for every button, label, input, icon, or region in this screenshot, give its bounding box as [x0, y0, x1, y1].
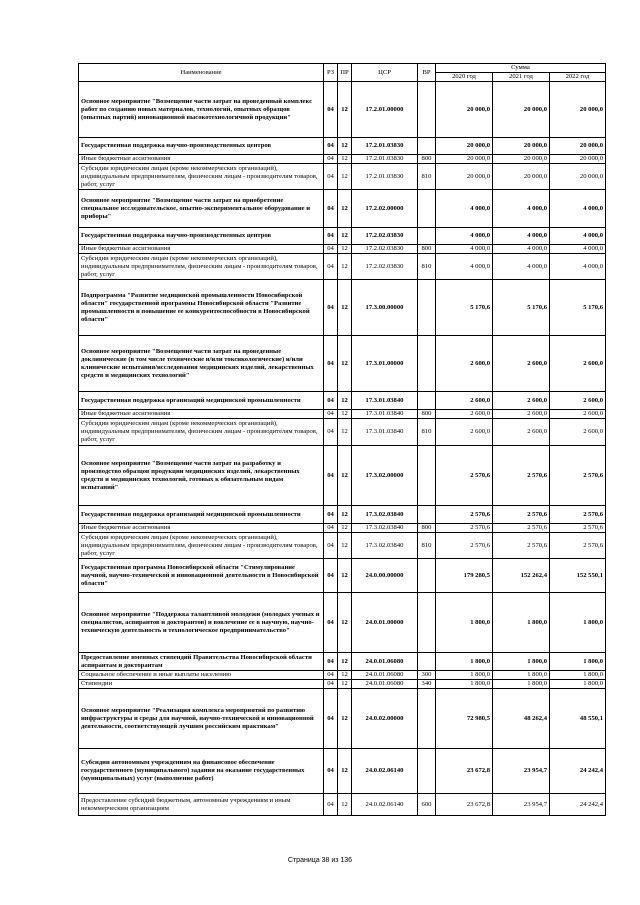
table-row: [79, 392, 606, 410]
header-2022: 2022 год: [550, 73, 606, 82]
row-name: Основное мероприятие "Поддержка талантливой молодежи (молодых ученых и специалистов, аспирантов и докторантов) и вовлечение ее в научную, научно-техническую деятельность и технологическое предпринимательство": [79, 593, 324, 653]
row-value-2020: 4 000,0: [436, 190, 493, 228]
row-value-2021: 4 000,0: [493, 228, 550, 245]
row-pr: 12: [338, 392, 352, 410]
row-csr: 24.0.01.00000: [352, 593, 418, 653]
row-value-2022: 1 800,0: [550, 671, 606, 680]
row-value-2022: 2 600,0: [550, 392, 606, 410]
row-rz: 04: [324, 533, 338, 559]
row-rz: 04: [324, 410, 338, 419]
row-csr: 17.2.02.00000: [352, 190, 418, 228]
row-rz: 04: [324, 653, 338, 671]
row-rz: 04: [324, 392, 338, 410]
header-rz: РЗ: [324, 64, 338, 82]
row-value-2020: 1 800,0: [436, 680, 493, 689]
row-value-2021: 20 000,0: [493, 138, 550, 155]
header-name: Наименование: [79, 64, 324, 82]
row-pr: 12: [338, 506, 352, 524]
row-pr: 12: [338, 82, 352, 138]
row-rz: 04: [324, 254, 338, 280]
row-pr: 12: [338, 336, 352, 392]
row-vr: 800: [418, 410, 436, 419]
row-value-2020: 4 000,0: [436, 228, 493, 245]
row-name: Государственная поддержка научно-производственных центров: [79, 138, 324, 155]
row-pr: 12: [338, 446, 352, 506]
row-name: Иные бюджетные ассигнования: [79, 245, 324, 254]
row-value-2021: 23 954,7: [493, 749, 550, 794]
row-vr: [418, 190, 436, 228]
row-value-2022: 24 242,4: [550, 749, 606, 794]
row-value-2020: 2 570,6: [436, 506, 493, 524]
row-value-2022: 2 570,6: [550, 524, 606, 533]
row-pr: 12: [338, 164, 352, 190]
table-row: [79, 749, 606, 794]
row-value-2022: 20 000,0: [550, 82, 606, 138]
table-row: [79, 653, 606, 671]
row-csr: 17.3.02.03840: [352, 506, 418, 524]
row-name: Основное мероприятие "Возмещение части затрат на разработку и производство образцов продукции медицинских изделий, лекарственных средств и медицинских технологий, готовых к обязательным видам испытаний": [79, 446, 324, 506]
row-value-2020: 179 280,5: [436, 559, 493, 593]
row-value-2022: 20 000,0: [550, 155, 606, 164]
row-name: Основное мероприятие "Возмещение части затрат на приобретение специальное исследовательское, опытно-экспериментальное оборудование и приборы": [79, 190, 324, 228]
row-rz: 04: [324, 280, 338, 336]
row-name: Социальное обеспечение и иные выплаты населению: [79, 671, 324, 680]
row-value-2021: 2 570,6: [493, 506, 550, 524]
header-csr: ЦСР: [352, 64, 418, 82]
row-csr: 24.0.01.06080: [352, 671, 418, 680]
row-value-2022: 2 600,0: [550, 419, 606, 446]
row-value-2021: 4 000,0: [493, 254, 550, 280]
row-vr: [418, 689, 436, 749]
row-vr: [418, 336, 436, 392]
row-value-2020: 2 570,6: [436, 446, 493, 506]
row-vr: [418, 82, 436, 138]
row-vr: 600: [418, 794, 436, 816]
header-pr: ПР: [338, 64, 352, 82]
row-value-2022: 24 242,4: [550, 794, 606, 816]
budget-table-container: [78, 63, 605, 816]
table-row: [79, 164, 606, 190]
table-row: [79, 680, 606, 689]
row-value-2022: 4 000,0: [550, 254, 606, 280]
row-csr: 17.3.02.00000: [352, 446, 418, 506]
row-csr: 17.3.02.03840: [352, 524, 418, 533]
row-name: Подпрограмма "Развитие медицинской промышленности Новосибирской области" государственной программы Новосибирской области "Развитие промышленности и повышение ее конкурентоспособности в Новосибирской области": [79, 280, 324, 336]
row-value-2021: 5 170,6: [493, 280, 550, 336]
row-name: Иные бюджетные ассигнования: [79, 155, 324, 164]
row-pr: 12: [338, 680, 352, 689]
row-value-2020: 1 800,0: [436, 671, 493, 680]
table-row: [79, 419, 606, 446]
row-value-2022: 20 000,0: [550, 164, 606, 190]
row-rz: 04: [324, 82, 338, 138]
row-vr: 810: [418, 533, 436, 559]
row-value-2022: 4 000,0: [550, 245, 606, 254]
row-value-2021: 2 600,0: [493, 419, 550, 446]
row-vr: [418, 559, 436, 593]
row-value-2021: 2 600,0: [493, 336, 550, 392]
table-row: [79, 524, 606, 533]
row-rz: 04: [324, 190, 338, 228]
row-csr: 24.0.00.00000: [352, 559, 418, 593]
row-name: Государственная поддержка организаций медицинской промышленности: [79, 506, 324, 524]
row-name: Стипендии: [79, 680, 324, 689]
row-rz: 04: [324, 155, 338, 164]
row-vr: [418, 506, 436, 524]
row-rz: 04: [324, 524, 338, 533]
row-value-2020: 2 600,0: [436, 336, 493, 392]
row-value-2021: 23 954,7: [493, 794, 550, 816]
row-name: Государственная поддержка организаций медицинской промышленности: [79, 392, 324, 410]
row-value-2021: 1 800,0: [493, 671, 550, 680]
row-csr: 24.0.02.00000: [352, 689, 418, 749]
row-value-2020: 20 000,0: [436, 82, 493, 138]
row-name: Субсидии юридическим лицам (кроме некоммерческих организаций), индивидуальным предпринимателям, физическим лицам - производителям товаров, работ, услуг: [79, 419, 324, 446]
row-value-2022: 2 600,0: [550, 336, 606, 392]
row-vr: 810: [418, 254, 436, 280]
table-body: [79, 82, 606, 816]
row-value-2020: 20 000,0: [436, 164, 493, 190]
row-csr: 24.0.01.06080: [352, 680, 418, 689]
row-pr: 12: [338, 190, 352, 228]
row-pr: 12: [338, 794, 352, 816]
table-row: [79, 671, 606, 680]
row-csr: 17.3.01.03840: [352, 392, 418, 410]
row-csr: 17.3.00.00000: [352, 280, 418, 336]
table-row: [79, 410, 606, 419]
row-value-2021: 1 800,0: [493, 680, 550, 689]
row-vr: [418, 280, 436, 336]
row-pr: 12: [338, 689, 352, 749]
row-value-2022: 2 570,6: [550, 506, 606, 524]
row-csr: 17.2.02.03830: [352, 254, 418, 280]
row-pr: 12: [338, 138, 352, 155]
row-csr: 17.3.01.00000: [352, 336, 418, 392]
row-value-2021: 1 800,0: [493, 653, 550, 671]
table-row: [79, 190, 606, 228]
row-rz: 04: [324, 336, 338, 392]
row-vr: 810: [418, 164, 436, 190]
row-value-2021: 4 000,0: [493, 190, 550, 228]
row-rz: 04: [324, 245, 338, 254]
table-row: [79, 138, 606, 155]
row-vr: 810: [418, 419, 436, 446]
row-csr: 17.2.02.03830: [352, 228, 418, 245]
row-value-2022: 2 570,6: [550, 446, 606, 506]
row-value-2020: 1 800,0: [436, 653, 493, 671]
row-rz: 04: [324, 593, 338, 653]
row-name: Государственная программа Новосибирской области "Стимулирование научной, научно-технической и инновационной деятельности в Новосибирской области": [79, 559, 324, 593]
row-vr: 800: [418, 524, 436, 533]
table-row: [79, 593, 606, 653]
row-vr: [418, 749, 436, 794]
row-name: Субсидии юридическим лицам (кроме некоммерческих организаций), индивидуальным предпринимателям, физическим лицам - производителям товаров, работ, услуг: [79, 533, 324, 559]
row-value-2020: 2 600,0: [436, 419, 493, 446]
row-value-2020: 20 000,0: [436, 155, 493, 164]
row-value-2021: 2 600,0: [493, 410, 550, 419]
row-rz: 04: [324, 794, 338, 816]
row-value-2021: 2 570,6: [493, 446, 550, 506]
row-vr: [418, 138, 436, 155]
row-pr: 12: [338, 228, 352, 245]
header-2021: 2021 год: [493, 73, 550, 82]
row-csr: 24.0.02.06140: [352, 749, 418, 794]
row-pr: 12: [338, 653, 352, 671]
row-rz: 04: [324, 671, 338, 680]
row-csr: 17.3.01.03840: [352, 410, 418, 419]
row-vr: [418, 593, 436, 653]
row-rz: 04: [324, 138, 338, 155]
table-row: [79, 82, 606, 138]
row-vr: 300: [418, 671, 436, 680]
row-value-2021: 20 000,0: [493, 82, 550, 138]
row-value-2020: 5 170,6: [436, 280, 493, 336]
row-pr: 12: [338, 749, 352, 794]
row-name: Иные бюджетные ассигнования: [79, 524, 324, 533]
row-csr: 17.2.01.03830: [352, 155, 418, 164]
row-value-2022: 4 000,0: [550, 190, 606, 228]
row-pr: 12: [338, 245, 352, 254]
row-value-2021: 2 570,6: [493, 524, 550, 533]
row-vr: 800: [418, 245, 436, 254]
header-vr: ВР: [418, 64, 436, 82]
row-pr: 12: [338, 671, 352, 680]
row-value-2022: 2 600,0: [550, 410, 606, 419]
row-vr: [418, 446, 436, 506]
row-rz: 04: [324, 749, 338, 794]
row-value-2022: 2 570,6: [550, 533, 606, 559]
table-row: [79, 336, 606, 392]
row-pr: 12: [338, 254, 352, 280]
row-name: Субсидии автономным учреждениям на финансовое обеспечение государственного (муниципального) задания на оказание государственных (муниципальных) услуг (выполнение работ): [79, 749, 324, 794]
row-name: Государственная поддержка научно-производственных центров: [79, 228, 324, 245]
row-value-2020: 2 570,6: [436, 524, 493, 533]
row-value-2020: 20 000,0: [436, 138, 493, 155]
row-value-2020: 2 600,0: [436, 392, 493, 410]
table-row: [79, 155, 606, 164]
row-name: Субсидии юридическим лицам (кроме некоммерческих организаций), индивидуальным предпринимателям, физическим лицам - производителям товаров, работ, услуг: [79, 254, 324, 280]
row-value-2021: 20 000,0: [493, 155, 550, 164]
row-pr: 12: [338, 155, 352, 164]
row-value-2022: 5 170,6: [550, 280, 606, 336]
table-row: [79, 559, 606, 593]
row-name: Иные бюджетные ассигнования: [79, 410, 324, 419]
header-sum: Сумма: [436, 64, 606, 73]
row-name: Основное мероприятие "Возмещение части затрат на проведенные доклинические (в том числе технические и/или токсикологические) и/или клинические испытания/исследования медицинских изделий, лекарственных средств и медицинских технологий": [79, 336, 324, 392]
table-row: [79, 228, 606, 245]
row-rz: 04: [324, 446, 338, 506]
table-row: [79, 794, 606, 816]
row-csr: 24.0.02.06140: [352, 794, 418, 816]
row-value-2022: 1 800,0: [550, 653, 606, 671]
row-value-2022: 152 550,1: [550, 559, 606, 593]
row-value-2021: 2 600,0: [493, 392, 550, 410]
row-rz: 04: [324, 228, 338, 245]
row-csr: 17.2.01.03830: [352, 164, 418, 190]
row-value-2021: 4 000,0: [493, 245, 550, 254]
table-row: [79, 245, 606, 254]
row-value-2021: 48 262,4: [493, 689, 550, 749]
row-value-2020: 72 980,5: [436, 689, 493, 749]
row-vr: [418, 392, 436, 410]
row-value-2020: 23 672,8: [436, 749, 493, 794]
row-rz: 04: [324, 680, 338, 689]
row-value-2021: 20 000,0: [493, 164, 550, 190]
row-rz: 04: [324, 164, 338, 190]
row-value-2020: 4 000,0: [436, 254, 493, 280]
row-csr: 17.2.01.00000: [352, 82, 418, 138]
table-row: [79, 533, 606, 559]
row-name: Предоставление именных стипендий Правительства Новосибирской области аспирантам и докторантам: [79, 653, 324, 671]
row-pr: 12: [338, 533, 352, 559]
table-row: [79, 689, 606, 749]
row-vr: 340: [418, 680, 436, 689]
row-name: Основное мероприятие "Возмещение части затрат на проведенный комплекс работ по созданию новых материалов, технологий, опытных образцов (опытных партий) инновационной высокотехнологичной продукции": [79, 82, 324, 138]
row-pr: 12: [338, 410, 352, 419]
row-rz: 04: [324, 689, 338, 749]
row-value-2020: 4 000,0: [436, 245, 493, 254]
row-csr: 17.3.01.03840: [352, 419, 418, 446]
table-row: [79, 506, 606, 524]
row-name: Основное мероприятие "Реализация комплекса мероприятий по развитию инфраструктуры и среды для научной, научно-технической и инновационной деятельности, соответствующей лучшим российским практикам": [79, 689, 324, 749]
row-value-2021: 2 570,6: [493, 533, 550, 559]
row-value-2022: 1 800,0: [550, 593, 606, 653]
table-row: [79, 254, 606, 280]
row-csr: 17.3.02.03840: [352, 533, 418, 559]
row-vr: 800: [418, 155, 436, 164]
row-pr: 12: [338, 280, 352, 336]
row-csr: 17.2.01.03830: [352, 138, 418, 155]
row-name: Предоставление субсидий бюджетным, автономным учреждениям и иным некоммерческим организациям: [79, 794, 324, 816]
row-value-2022: 48 550,1: [550, 689, 606, 749]
table-row: [79, 446, 606, 506]
row-csr: 17.2.02.03830: [352, 245, 418, 254]
row-name: Субсидии юридическим лицам (кроме некоммерческих организаций), индивидуальным предпринимателям, физическим лицам - производителям товаров, работ, услуг: [79, 164, 324, 190]
row-value-2020: 2 570,6: [436, 533, 493, 559]
row-value-2022: 4 000,0: [550, 228, 606, 245]
row-value-2020: 2 600,0: [436, 410, 493, 419]
row-vr: [418, 653, 436, 671]
row-value-2020: 1 800,0: [436, 593, 493, 653]
header-2020: 2020 год: [436, 73, 493, 82]
budget-table: [78, 63, 606, 816]
row-value-2022: 1 800,0: [550, 680, 606, 689]
row-vr: [418, 228, 436, 245]
page-number: Страница 38 из 136: [287, 857, 353, 864]
table-row: [79, 280, 606, 336]
row-pr: 12: [338, 559, 352, 593]
row-rz: 04: [324, 506, 338, 524]
row-value-2021: 1 800,0: [493, 593, 550, 653]
row-pr: 12: [338, 593, 352, 653]
row-csr: 24.0.01.06080: [352, 653, 418, 671]
row-pr: 12: [338, 524, 352, 533]
row-value-2021: 152 262,4: [493, 559, 550, 593]
row-pr: 12: [338, 419, 352, 446]
row-rz: 04: [324, 419, 338, 446]
row-rz: 04: [324, 559, 338, 593]
row-value-2022: 20 000,0: [550, 138, 606, 155]
row-value-2020: 23 672,8: [436, 794, 493, 816]
